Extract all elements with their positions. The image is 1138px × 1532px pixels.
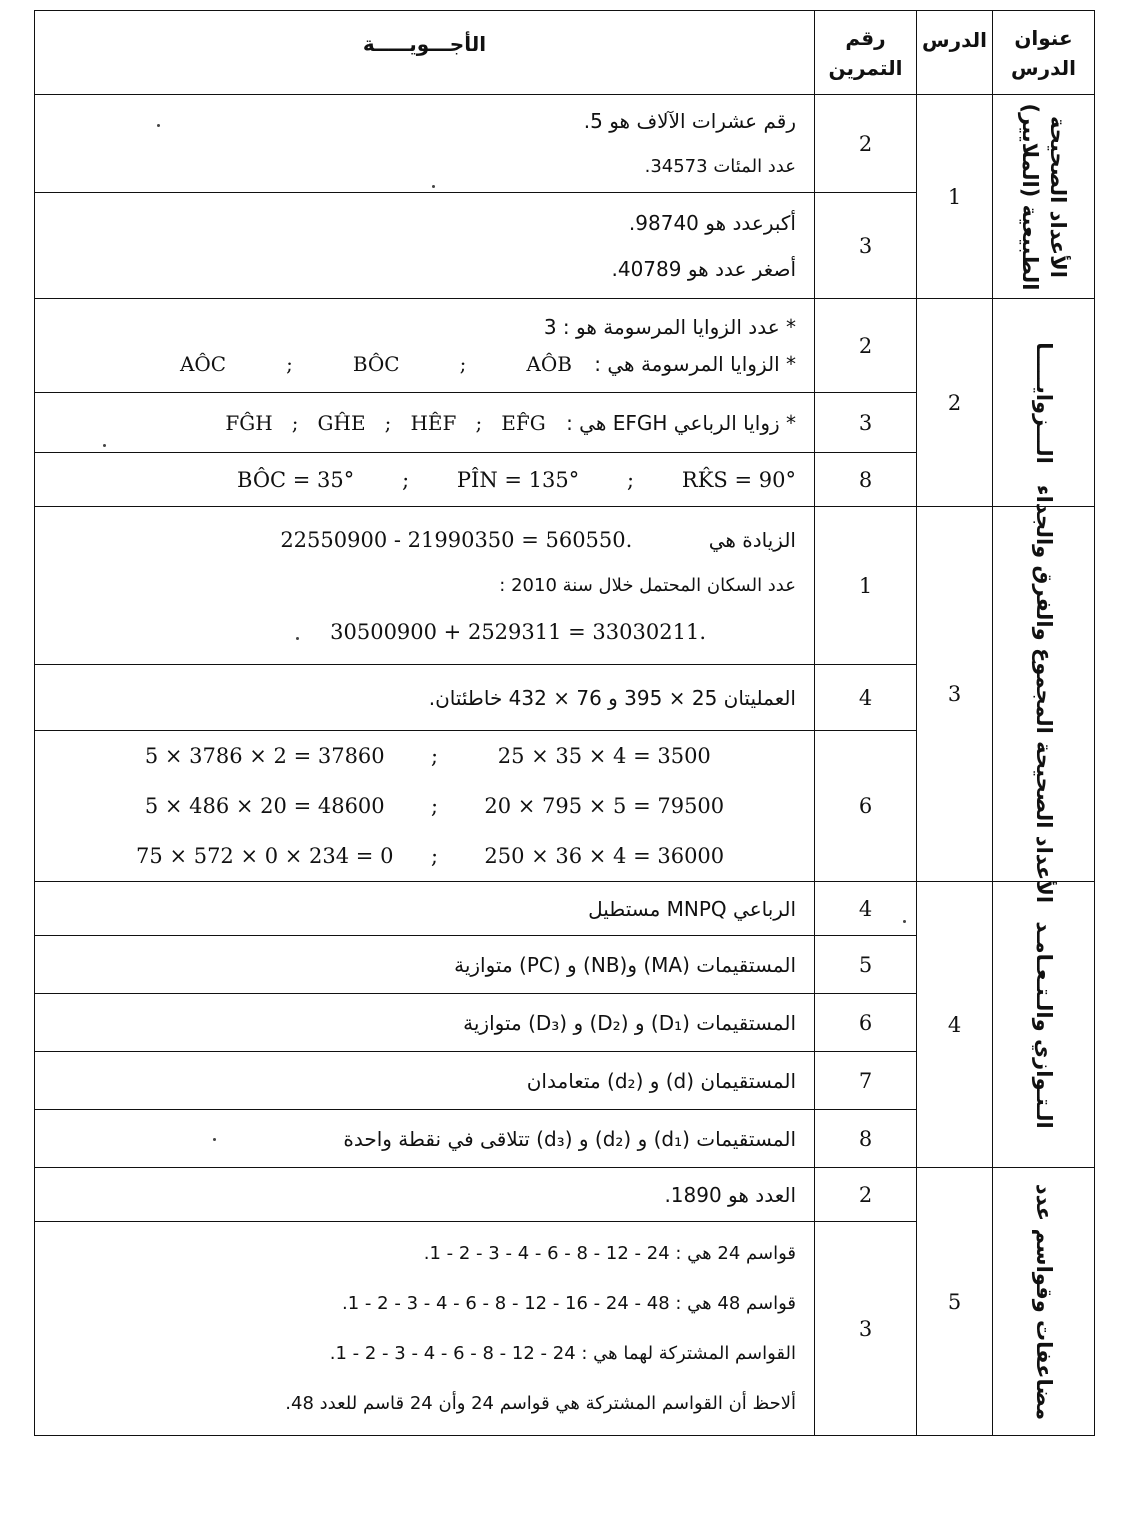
lesson-3-title-cell	[993, 484, 1095, 904]
table-row	[35, 507, 1095, 665]
scan-speck	[157, 124, 160, 127]
answer-cell	[35, 507, 815, 665]
lesson-2-number: 2	[917, 299, 993, 507]
answer-line: قواسم 24 هي : 24 - 12 - 8 - 6 - 4 - 3 - 2 - 1.	[423, 1242, 796, 1264]
angle-value: AÔB	[526, 351, 572, 376]
answer-cell	[35, 1052, 815, 1110]
lesson-4-title: الـتـوازي والـتـعـامـد	[1031, 920, 1056, 1129]
lesson-1-number: 1	[917, 95, 993, 299]
answer-line: قواسم 48 هي : 48 - 24 - 16 - 12 - 8 - 6 - 4 - 3 - 2 - 1.	[342, 1292, 796, 1314]
answer-line: العدد هو 1890.	[664, 1182, 796, 1207]
header-lesson: الدرس	[917, 11, 993, 95]
answer-line: رقم عشرات الآلاف هو 5.	[583, 108, 796, 133]
answer-cell	[35, 936, 815, 994]
scan-speck	[296, 637, 299, 640]
answer-cell	[35, 453, 815, 507]
separator: ;	[430, 794, 439, 818]
answer-cell	[35, 1168, 815, 1222]
answer-line: عدد السكان المحتمل خلال سنة 2010 :	[499, 574, 796, 596]
angle-value: BÔC	[352, 351, 400, 376]
answer-line: عدد المئات 34573.	[644, 155, 796, 177]
equation: 5 × 3786 × 2 = 37860	[144, 744, 385, 768]
answer-line: المستقيمات (d₁) و (d₂) و (d₃) تتلاقى في نقطة واحدة	[343, 1126, 796, 1151]
answer-cell	[35, 1110, 815, 1168]
answer-label: الزيادة هي	[708, 527, 796, 552]
equation: 250 × 36 × 4 = 36000	[484, 844, 725, 868]
exercise-number: 2	[815, 95, 917, 193]
answer-line	[47, 345, 796, 383]
exercise-number: 4	[815, 882, 917, 936]
lesson-2-title-cell	[993, 299, 1095, 507]
lesson-5-title: مضاعفات وقواسم عدد	[1031, 1183, 1056, 1420]
answer-cell	[35, 393, 815, 453]
exercise-number: 6	[815, 731, 917, 882]
separator: ;	[430, 844, 439, 868]
answer-cell	[35, 882, 815, 936]
lesson-4-title-cell	[993, 882, 1095, 1168]
angle-value: HÊF	[410, 410, 457, 435]
exercise-number: 3	[815, 193, 917, 299]
answer-line: أصغر عدد هو 40789.	[611, 256, 796, 281]
header-exercise-number: رقم التمرين	[815, 11, 917, 95]
answer-cell	[35, 731, 815, 882]
angle-value: EF̂G	[501, 410, 546, 435]
scan-speck	[432, 185, 435, 188]
answer-line: المستقيمات (MA) و(NB) و (PC) متوازية	[454, 952, 796, 977]
angle-measure: RK̂S = 90°	[681, 467, 796, 492]
equation: 5 × 486 × 20 = 48600	[144, 794, 385, 818]
lesson-1-title: الأعداد الصحيحة الطبيعية (الملايير)	[1017, 103, 1070, 290]
answers-page	[34, 10, 1094, 1434]
answer-line	[47, 609, 796, 655]
answer-line: أكبرعدد هو 98740.	[628, 210, 796, 235]
equation: 25 × 35 × 4 = 3500	[497, 744, 711, 768]
answer-cell	[35, 665, 815, 731]
answers-table	[34, 10, 1095, 1436]
answer-line: المستقيمان (d) و (d₂) متعامدان	[526, 1068, 796, 1093]
exercise-number: 5	[815, 936, 917, 994]
lesson-2-title: الـــزوايـــــا	[1031, 341, 1056, 464]
scan-speck	[213, 1138, 216, 1141]
answer-line: المستقيمات (D₁) و (D₂) و (D₃) متوازية	[463, 1010, 796, 1035]
exercise-number: 8	[815, 1110, 917, 1168]
angle-value: FĜH	[225, 410, 273, 435]
equation: 20 × 795 × 5 = 79500	[484, 794, 725, 818]
scan-speck	[103, 444, 106, 447]
exercise-number: 2	[815, 299, 917, 393]
answer-label: * الزوايا المرسومة هي :	[594, 351, 796, 376]
answer-line: * عدد الزوايا المرسومة هو : 3	[543, 314, 796, 339]
answer-cell	[35, 95, 815, 193]
angle-measure: BÔC = 35°	[237, 467, 355, 492]
answer-cell	[35, 299, 815, 393]
equation: 75 × 572 × 0 × 234 = 0	[136, 844, 394, 868]
lesson-1-title-cell	[993, 95, 1095, 299]
exercise-number: 4	[815, 665, 917, 731]
answer-line: الرباعي MNPQ مستطيل	[588, 896, 796, 921]
exercise-number: 8	[815, 453, 917, 507]
angle-value: AÔC	[179, 351, 227, 376]
table-row	[35, 1168, 1095, 1222]
lesson-5-title-cell	[993, 1168, 1095, 1436]
answer-line: القواسم المشتركة لهما هي : 24 - 12 - 8 - 6 - 4 - 3 - 2 - 1.	[329, 1342, 796, 1364]
equation-grid	[35, 731, 814, 881]
table-row	[35, 299, 1095, 393]
answer-line: ألاحظ أن القواسم المشتركة هي قواسم 24 وأن 24 قاسم للعدد 48.	[285, 1392, 796, 1414]
exercise-number: 3	[815, 393, 917, 453]
answer-cell	[35, 193, 815, 299]
scan-speck	[903, 920, 906, 923]
angle-measure: PÎN = 135°	[456, 467, 580, 492]
answer-line: العمليتان 25 × 395 و 76 × 432 خاطئتان.	[428, 685, 796, 710]
equation: 22550900 - 21990350 = 560550.	[280, 527, 633, 552]
lesson-5-number: 5	[917, 1168, 993, 1436]
answer-label: * زوايا الرباعي EFGH هي :	[566, 410, 796, 435]
answer-line	[47, 400, 796, 446]
lesson-3-number: 3	[917, 507, 993, 882]
exercise-number: 6	[815, 994, 917, 1052]
angle-measures: BÔC = 35° ; PÎN = 135° ; RK̂S = 90°	[47, 456, 796, 504]
header-lesson-title: عنوان الدرس	[993, 11, 1095, 95]
header-answers: الأجـــويـــــة	[35, 11, 815, 95]
answer-line	[47, 517, 796, 563]
answer-cell	[35, 1222, 815, 1436]
exercise-number: 2	[815, 1168, 917, 1222]
exercise-number: 7	[815, 1052, 917, 1110]
lesson-3-title: الأعداد الصحيحة المجموع والفرق والجداء	[1031, 484, 1056, 904]
exercise-number: 3	[815, 1222, 917, 1436]
angle-value: GĤE	[317, 410, 366, 435]
angle-list: FĜH ; GĤE ; HÊF ; EF̂G	[225, 410, 546, 435]
header-row	[35, 11, 1095, 95]
table-row	[35, 882, 1095, 936]
exercise-number: 1	[815, 507, 917, 665]
equation: 30500900 + 2529311 = 33030211.	[330, 619, 706, 644]
table-row	[35, 95, 1095, 193]
lesson-4-number: 4	[917, 882, 993, 1168]
angle-list: AÔC ; BÔC ; AÔB	[179, 351, 572, 376]
separator: ;	[430, 744, 439, 768]
answer-cell	[35, 994, 815, 1052]
